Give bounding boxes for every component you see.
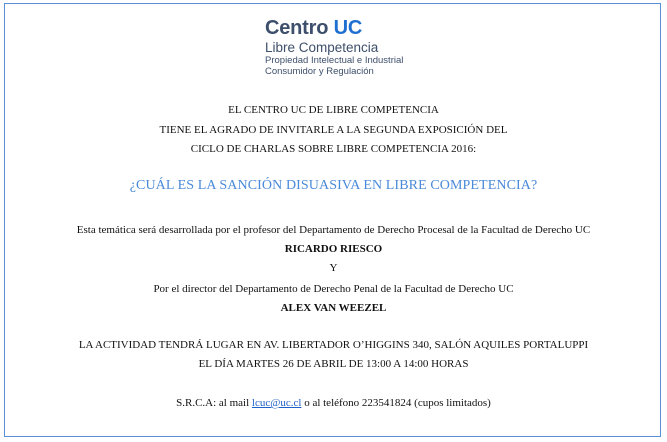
speaker-1-name: RICARDO RIESCO (284, 243, 383, 255)
intro-line-3: CICLO DE CHARLAS SOBRE LIBRE COMPETENCIA 2016: (190, 143, 477, 155)
speaker-conjunction: Y (329, 262, 338, 274)
logo-brand-uc: UC (333, 17, 363, 39)
rsvp-line (0, 397, 667, 409)
logo-subtitle-1: Libre Competencia (265, 40, 379, 55)
rsvp-suffix: o al teléfono 223541824 (cupos limitados) (301, 397, 491, 409)
speaker-1-intro: Esta temática será desarrollada por el profesor del Departamento de Derecho Procesal de la Facultad de Derecho UC (76, 224, 591, 236)
intro-line-1: EL CENTRO UC DE LIBRE COMPETENCIA (228, 104, 439, 116)
event-date: EL DÍA MARTES 26 DE ABRIL DE 13:00 A 14:00 HORAS (198, 358, 469, 370)
rsvp-prefix: S.R.C.A: al mail (176, 397, 252, 409)
speaker-2-name: ALEX VAN WEEZEL (280, 302, 387, 314)
rsvp-email-link[interactable]: lcuc@uc.cl (251, 397, 302, 409)
logo-subtitle-3: Consumidor y Regulación (265, 66, 374, 77)
centro-uc-logo (265, 17, 403, 77)
logo-brand: Centro (265, 17, 329, 39)
logo-title (265, 17, 403, 39)
speaker-2-intro: Por el director del Departamento de Derecho Penal de la Facultad de Derecho UC (153, 283, 514, 295)
logo-subtitle-2: Propiedad Intelectual e Industrial (265, 55, 404, 66)
intro-line-2: TIENE EL AGRADO DE INVITARLE A LA SEGUNDA EXPOSICIÓN DEL (159, 124, 508, 136)
event-location: LA ACTIVIDAD TENDRÁ LUGAR EN AV. LIBERTADOR O’HIGGINS 340, SALÓN AQUILES PORTALUPPI (78, 339, 589, 351)
event-title: ¿CUÁL ES LA SANCIÓN DISUASIVA EN LIBRE COMPETENCIA? (129, 178, 538, 193)
